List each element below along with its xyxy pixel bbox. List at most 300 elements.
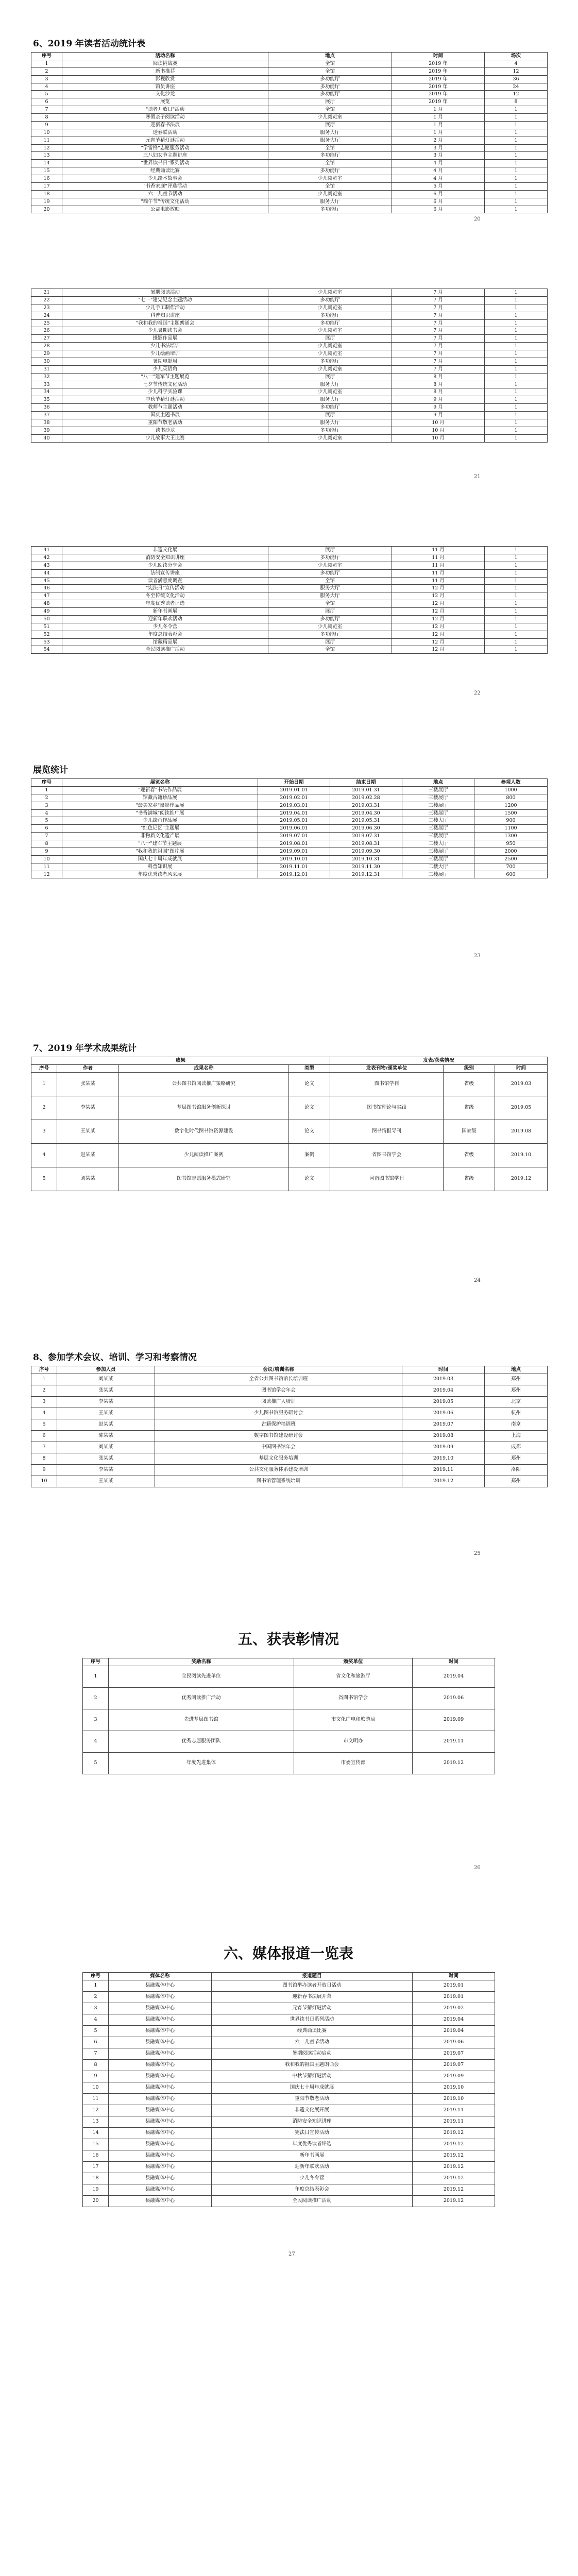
table-cell: 全民阅读推广活动 [212,2195,413,2207]
table-cell: 8 月 [392,381,485,388]
table-cell: 图书馆管理系统培训 [155,1476,402,1487]
table-cell: 2019.07.31 [330,833,402,840]
table-cell: 1 [485,615,548,623]
group-header-cell: 发表/获奖情况 [330,1057,548,1065]
header-cell: 类型 [289,1064,330,1072]
table-cell: 9 [83,2071,109,2082]
table-cell: 9 [31,1464,57,1476]
table-cell: 50 [31,615,62,623]
table-cell: 12 月 [392,592,485,600]
table-cell: 1 [485,327,548,335]
table-cell: 少儿阅览室 [268,350,392,358]
table-row [31,1408,548,1419]
table-cell: 二楼大厅 [402,840,474,848]
table-row [31,1442,548,1453]
table-cell: 教师节主题活动 [62,404,268,412]
table-cell: 王某某 [57,1120,119,1143]
table-cell: 7 [83,2048,109,2059]
table-cell: 26 [31,327,62,335]
table-cell: 9 月 [392,412,485,419]
table-cell: 2019.06 [413,2037,495,2048]
table-cell: 图书馆志愿服务模式研究 [119,1167,289,1191]
table-cell: 科普知识展 [62,863,258,871]
table-row [83,2003,495,2014]
table-row [31,1072,548,1096]
table-cell: 12 [485,91,548,98]
table-row [31,615,548,623]
table-cell: 少儿阅览室 [268,388,392,396]
table-cell: 5 [31,817,62,825]
table-row [31,83,548,91]
table-cell: 4 [485,60,548,67]
table-row [83,2139,495,2150]
table-cell: 1 [485,631,548,638]
table-cell: 展厅 [268,638,392,646]
table-cell: 2019.12 [413,2139,495,2150]
page-number: 24 [474,1278,481,1283]
table-row [31,608,548,616]
table-cell: 2019.05.31 [330,817,402,825]
table-header-row [83,1658,495,1666]
table-cell: 1 [485,547,548,554]
table-cell: 7 月 [392,312,485,319]
table-cell: "红色记忆"主题展 [62,825,258,833]
table-cell: 11 月 [392,554,485,562]
table-row [31,631,548,638]
table-cell: 2019.04 [402,1385,485,1396]
table-cell: 省级 [444,1167,495,1191]
table-cell: 国庆七十周年成就展 [212,2082,413,2093]
table-cell: 新年书画展 [62,608,268,616]
table-cell: 4 [31,809,62,817]
table-cell: 中国图书馆年会 [155,1442,402,1453]
table-cell: 年度优秀读者评选 [62,600,268,608]
table-cell: 11 [83,2093,109,2105]
table-cell: 省级 [444,1143,495,1167]
table-cell: 少儿图书馆服务研讨会 [155,1408,402,1419]
table-cell: "最美家乡"摄影作品展 [62,802,258,809]
table-row [31,198,548,206]
table-cell: "我和我的祖国"图片展 [62,848,258,855]
table-cell: 多功能厅 [268,75,392,83]
table-row [31,547,548,554]
table-cell: 六一儿童节活动 [62,190,268,198]
table-row [31,863,548,871]
table-cell: 13 [31,152,62,160]
table-cell: 800 [474,794,548,802]
table-cell: 全民阅读推广活动 [62,646,268,654]
table-row [83,2161,495,2173]
table-cell: 7 月 [392,319,485,327]
table-cell: 少儿冬令营 [212,2173,413,2184]
header-cell: 成果名称 [119,1064,289,1072]
table-cell: 1 [485,638,548,646]
table-cell: "迎新春"书法作品展 [62,786,258,794]
table-cell: 年度先进集体 [109,1752,294,1774]
table-row [83,2093,495,2105]
table-cell: 1 月 [392,106,485,114]
table-row [31,638,548,646]
table-cell: 16 [31,175,62,183]
meetings-table [31,1366,548,1487]
table-cell: "书香家庭"评选活动 [62,182,268,190]
table-cell: 1 [485,198,548,206]
table-cell: 40 [31,434,62,442]
table-cell: 省图书馆学会 [294,1687,413,1709]
table-row [31,167,548,175]
table-row [83,2116,495,2127]
table-cell: 11 月 [392,569,485,577]
table-cell: 5 [83,1752,109,1774]
table-cell: 1 [31,60,62,67]
table-cell: 我和我的祖国主题朗诵会 [212,2059,413,2071]
table-cell: 1 月 [392,129,485,137]
table-row [31,182,548,190]
table-cell: 年度总结表彰会 [212,2184,413,2195]
table-cell: 展厅 [268,608,392,616]
table-cell: 20 [31,206,62,213]
table-cell: 600 [474,871,548,878]
table-row [83,2014,495,2025]
table-cell: 2019.12 [413,2195,495,2207]
table-cell: 县融媒体中心 [109,2014,212,2025]
table-cell: 1300 [474,833,548,840]
table-cell: 15 [83,2139,109,2150]
table-cell: 1 [485,623,548,631]
table-cell: 县融媒体中心 [109,2093,212,2105]
table-cell: 2500 [474,855,548,863]
table-row [31,817,548,825]
table-cell: 成都 [485,1442,548,1453]
table-cell: 读者满意度调查 [62,577,268,585]
table-cell: 7 月 [392,289,485,297]
table-cell: 2019.12 [413,2161,495,2173]
table-cell: 多功能厅 [268,167,392,175]
table-cell: 送春联活动 [62,129,268,137]
table-cell: 2 [31,1096,57,1120]
table-header-row [31,1366,548,1374]
table-cell: 中秋节猜灯谜活动 [212,2071,413,2082]
table-cell: 10 [31,855,62,863]
table-cell: 文化沙龙 [62,91,268,98]
table-cell: 12 [31,871,62,878]
table-cell: 少儿阅览室 [268,289,392,297]
table-cell: 36 [31,404,62,412]
table-cell: 迎新年联欢活动 [62,615,268,623]
table-cell: 11 月 [392,562,485,569]
table-cell: 论文 [289,1167,330,1191]
header-cell: 时间 [392,53,485,60]
table-cell: 6 月 [392,190,485,198]
table-cell: 少儿阅读推广案例 [119,1143,289,1167]
table-row [31,1464,548,1476]
table-cell: 2019.10 [413,2082,495,2093]
table-cell: 2000 [474,848,548,855]
table-cell: 基层图书馆服务创新探讨 [119,1096,289,1120]
table-row [31,137,548,144]
table-row [31,327,548,335]
table-cell: "八一"建军节主题展览 [62,373,268,381]
table-cell: 南京 [485,1419,548,1430]
table-cell: 少儿故事大王比赛 [62,434,268,442]
table-cell: 23 [31,304,62,312]
table-cell: 服务大厅 [268,585,392,592]
table-cell: 2019.08.31 [330,840,402,848]
table-cell: 27 [31,335,62,343]
table-cell: 2019.07.01 [258,833,330,840]
table-cell: 19 [31,198,62,206]
table-cell: 全馆 [268,577,392,585]
table-cell: 8 [31,114,62,122]
table-cell: 1 [485,419,548,427]
table-cell: 7 月 [392,296,485,304]
table-cell: 展厅 [268,412,392,419]
table-row [31,623,548,631]
table-row [83,1709,495,1731]
table-row [31,350,548,358]
table-cell: 3 [31,1120,57,1143]
table-cell: 2019.09 [413,1709,495,1731]
table-cell: 省文化和旅游厅 [294,1666,413,1687]
table-cell: 读书沙龙 [62,427,268,434]
table-cell: 冬至传统文化活动 [62,592,268,600]
table-cell: 4 月 [392,167,485,175]
table-cell: 2 月 [392,137,485,144]
table-row [31,848,548,855]
table-row [31,554,548,562]
table-row [83,2184,495,2195]
table-cell: 1 [485,577,548,585]
table-cell: 三楼展厅 [402,802,474,809]
table-cell: 1 [485,427,548,434]
header-cell: 级别 [444,1064,495,1072]
table-cell: 38 [31,419,62,427]
table-row [31,646,548,654]
table-cell: 李某某 [57,1096,119,1120]
table-cell: 2 [83,1687,109,1709]
table-cell: 国庆主题书展 [62,412,268,419]
section-title: 8、参加学术会议、培训、学习和考察情况 [33,1352,197,1363]
table-cell: 重阳节敬老活动 [62,419,268,427]
table-cell: 12 月 [392,646,485,654]
table-cell: 1 [31,1072,57,1096]
table-row [31,833,548,840]
page-number: 21 [474,474,481,480]
table-cell: 21 [31,289,62,297]
table-cell: 1 [485,350,548,358]
table-row [31,152,548,160]
table-cell: 多功能厅 [268,358,392,365]
table-cell: 杭州 [485,1408,548,1419]
table-cell: 迎新春书法展开幕 [212,1991,413,2003]
header-cell: 展览名称 [62,779,258,787]
table-cell: 52 [31,631,62,638]
table-cell: 13 [83,2116,109,2127]
table-cell: 2 [31,67,62,75]
table-cell: 15 [31,167,62,175]
table-cell: 多功能厅 [268,312,392,319]
header-cell: 活动名称 [62,53,268,60]
table-cell: 服务大厅 [268,396,392,404]
table-cell: 12 [485,67,548,75]
table-cell: 少儿英语角 [62,365,268,373]
table-cell: 5 [83,2025,109,2037]
table-cell: 12 月 [392,585,485,592]
table-cell: 7 月 [392,350,485,358]
table-row [31,427,548,434]
table-row [31,562,548,569]
table-cell: 4 月 [392,175,485,183]
table-cell: 12 月 [392,615,485,623]
exhibitions-table [31,778,548,878]
table-cell: 少儿阅览室 [268,175,392,183]
table-row [83,1980,495,1991]
table-cell: 三八妇女节主题讲座 [62,152,268,160]
table-row [31,585,548,592]
table-cell: 1 [31,1374,57,1385]
table-row [31,296,548,304]
header-cell: 序号 [31,1064,57,1072]
table-cell: 2019.01 [413,1980,495,1991]
table-cell: 47 [31,592,62,600]
table-cell: 2019.09.01 [258,848,330,855]
table-cell: 张某某 [57,1453,155,1464]
table-cell: 8 [31,840,62,848]
table-cell: 7 [31,1442,57,1453]
header-cell: 参观人数 [474,779,548,787]
table-cell: 4 [31,1408,57,1419]
table-cell: 科普知识讲座 [62,312,268,319]
table-row [31,809,548,817]
table-row [83,2025,495,2037]
table-cell: 2019.12 [495,1167,548,1191]
table-row [31,106,548,114]
table-cell: 2 [83,1991,109,2003]
table-cell: 35 [31,396,62,404]
table-group-header-row [31,1057,548,1065]
table-cell: 2019.04.01 [258,809,330,817]
table-cell: 阅读推广人培训 [155,1396,402,1408]
table-cell: 2019.10 [413,2093,495,2105]
table-cell: 1 [485,144,548,152]
table-header-row [31,779,548,787]
table-cell: 1 [31,786,62,794]
table-cell: 12 [83,2105,109,2116]
table-cell: 1 [485,137,548,144]
table-cell: 3 [31,75,62,83]
table-cell: 1 [485,312,548,319]
table-cell: 2019.07 [413,2048,495,2059]
table-cell: 7 月 [392,327,485,335]
table-cell: 2019.09 [402,1442,485,1453]
table-row [31,206,548,213]
page-reader-activities-cont2 [31,546,547,654]
table-cell: 1 [485,554,548,562]
table-cell: 1 [485,434,548,442]
table-cell: 51 [31,623,62,631]
table-cell: 1 [485,600,548,608]
table-cell: 公共文化服务体系建设培训 [155,1464,402,1476]
table-cell: 2019.10 [402,1453,485,1464]
table-cell: 44 [31,569,62,577]
table-row [31,91,548,98]
table-cell: 图书馆理论与实践 [330,1096,444,1120]
table-cell: 24 [31,312,62,319]
table-cell: 优秀志愿服务团队 [109,1731,294,1752]
table-cell: 少儿科学实验课 [62,388,268,396]
table-cell: 七夕节传统文化活动 [62,381,268,388]
table-cell: 2019.08 [495,1120,548,1143]
page-number: 23 [474,953,481,959]
header-cell: 时间 [402,1366,485,1374]
table-cell: 县融媒体中心 [109,2048,212,2059]
table-cell: 论文 [289,1096,330,1120]
table-row [31,365,548,373]
table-cell: 1 [485,106,548,114]
table-cell: 多功能厅 [268,427,392,434]
table-cell: 7 月 [392,335,485,343]
table-cell: "我和我的祖国"主题朗诵会 [62,319,268,327]
table-cell: 少儿阅览室 [268,562,392,569]
header-cell: 报道题目 [212,1973,413,1980]
table-cell: 县融媒体中心 [109,2059,212,2071]
table-cell: "宪法日"宣传活动 [62,585,268,592]
table-row [83,2105,495,2116]
table-cell: 4 [83,2014,109,2025]
table-cell: 34 [31,388,62,396]
table-cell: 少儿阅览室 [268,327,392,335]
table-cell: "八一"建军节主题展 [62,840,258,848]
table-cell: 年度总结表彰会 [62,631,268,638]
table-cell: 1 [485,412,548,419]
table-cell: 3 月 [392,144,485,152]
table-cell: 服务大厅 [268,129,392,137]
table-cell: 县融媒体中心 [109,2150,212,2161]
table-cell: 2019.10 [495,1143,548,1167]
table-cell: 28 [31,343,62,350]
table-cell: 消防安全知识讲座 [212,2116,413,2127]
table-cell: 县融媒体中心 [109,1980,212,1991]
table-cell: 图书情报导刊 [330,1120,444,1143]
table-cell: 古籍保护培训班 [155,1419,402,1430]
table-cell: 多功能厅 [268,296,392,304]
table-cell: 1 [485,152,548,160]
table-cell: 1 [485,304,548,312]
table-cell: 2019.11.01 [258,863,330,871]
table-cell: 3 [83,2003,109,2014]
table-cell: 6 [83,2037,109,2048]
table-cell: 2019.08 [402,1430,485,1442]
table-cell: 刘某某 [57,1374,155,1385]
table-cell: 700 [474,863,548,871]
table-cell: 县融媒体中心 [109,2071,212,2082]
table-row [83,2195,495,2207]
table-cell: 三楼展厅 [402,848,474,855]
table-cell: 论文 [289,1072,330,1096]
table-cell: 10 月 [392,434,485,442]
table-cell: 4 [31,83,62,91]
table-cell: 少儿手工制作活动 [62,304,268,312]
academic-table [31,1057,548,1191]
table-cell: 1 [485,114,548,122]
table-cell: 53 [31,638,62,646]
table-cell: 少儿阅览室 [268,304,392,312]
table-cell: 1 [485,592,548,600]
table-cell: 950 [474,840,548,848]
table-cell: 2019.11 [413,2116,495,2127]
page-number: 26 [474,1865,481,1871]
header-cell: 开始日期 [258,779,330,787]
